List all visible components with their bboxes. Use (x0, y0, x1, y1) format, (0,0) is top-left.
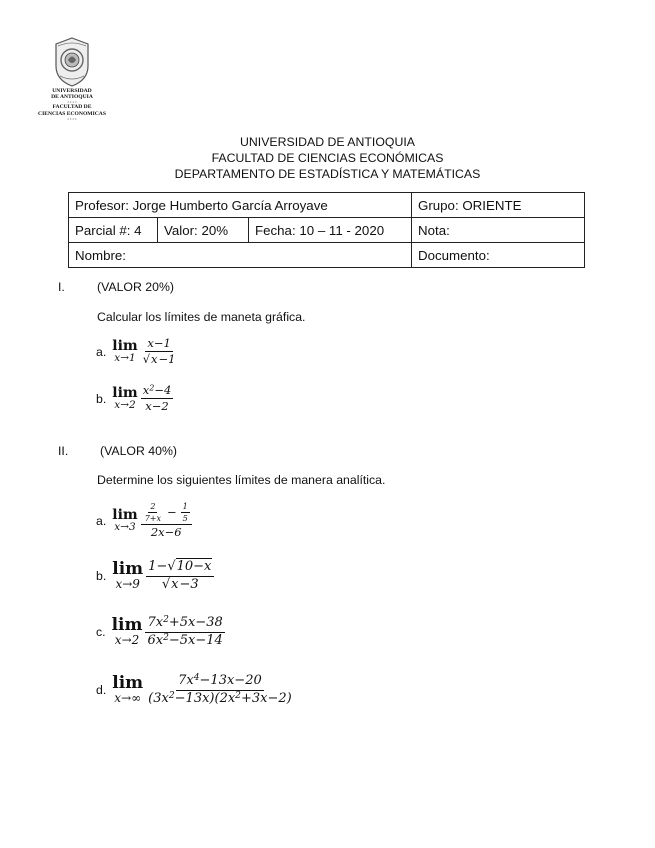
logo-dots-2: • • • • (67, 115, 77, 121)
document-header (0, 134, 655, 182)
limit-operator: lim x→2 (112, 384, 138, 411)
header-department: DEPARTAMENTO DE ESTADÍSTICA Y MATEMÁTICAS (174, 167, 481, 181)
limit-2b (96, 560, 214, 593)
limit-operator: lim x→9 (112, 559, 144, 592)
item-label: b. (96, 569, 107, 584)
parcial-cell: Parcial #: 4 (69, 218, 158, 243)
nota-cell: Nota: (412, 218, 585, 243)
section-1-instruction: Calcular los límites de maneta gráfica. (97, 310, 306, 324)
logo-text-3: FACULTAD DE (52, 104, 92, 111)
item-label: d. (96, 683, 107, 698)
limit-expression: $\frac{x-1}{√x-1}$ (142, 336, 176, 367)
limit-expression: $\frac{7x^4-13x-20}{(3x^2-13x)(2x^2+3x-2)}$ (148, 672, 292, 706)
grupo-cell: Grupo: ORIENTE (412, 193, 585, 218)
limit-2c (96, 616, 225, 649)
limit-operator: lim x→3 (112, 507, 138, 534)
limit-operator: lim x→∞ (112, 673, 144, 706)
section-2-instruction: Determine los siguientes límites de manera analítica. (97, 473, 386, 487)
limit-1b (96, 384, 173, 413)
profesor-cell: Profesor: Jorge Humberto García Arroyave (69, 193, 412, 218)
logo-text-1: UNIVERSIDAD (52, 88, 92, 94)
university-logo (38, 36, 106, 132)
university-seal-icon (52, 36, 92, 88)
item-label: a. (96, 513, 107, 528)
limit-expression: $\frac{1-√10-x}{√x-3}$ (146, 560, 214, 593)
limit-1a (96, 337, 178, 366)
limit-expression: $\frac{2}{7+x}$ − $\frac{1}{5}$ 2x−6 (141, 502, 192, 540)
section-2-value: (VALOR 40%) (100, 444, 177, 458)
header-university: UNIVERSIDAD DE ANTIOQUIA (240, 135, 415, 149)
limit-expression: $\frac{7x^2+5x-38}{6x^2-5x-14}$ (147, 614, 223, 648)
logo-text-4: CIENCIAS ECONOMICAS (38, 110, 106, 117)
section-1-value: (VALOR 20%) (97, 280, 174, 294)
valor-cell: Valor: 20% (158, 218, 249, 243)
logo-text-2: DE ANTIOQUIA (51, 94, 93, 101)
documento-cell: Documento: (412, 243, 585, 268)
item-label: b. (96, 391, 107, 406)
limit-2d (96, 674, 294, 707)
limit-operator: lim x→1 (112, 337, 138, 364)
section-1-numeral: I. (58, 280, 65, 294)
fecha-cell: Fecha: 10 – 11 - 2020 (249, 218, 412, 243)
item-label: a. (96, 344, 107, 359)
limit-2a (96, 502, 192, 540)
limit-operator: lim x→2 (111, 615, 143, 648)
nombre-cell: Nombre: (69, 243, 412, 268)
limit-expression: $\frac{x^2-4}{x-2}$ (142, 383, 172, 414)
section-2-numeral: II. (58, 444, 69, 458)
header-faculty: FACULTAD DE CIENCIAS ECONÓMICAS (211, 151, 444, 165)
item-label: c. (96, 625, 106, 640)
exam-info-table (68, 192, 585, 268)
logo-dots: • • • • (67, 99, 77, 105)
